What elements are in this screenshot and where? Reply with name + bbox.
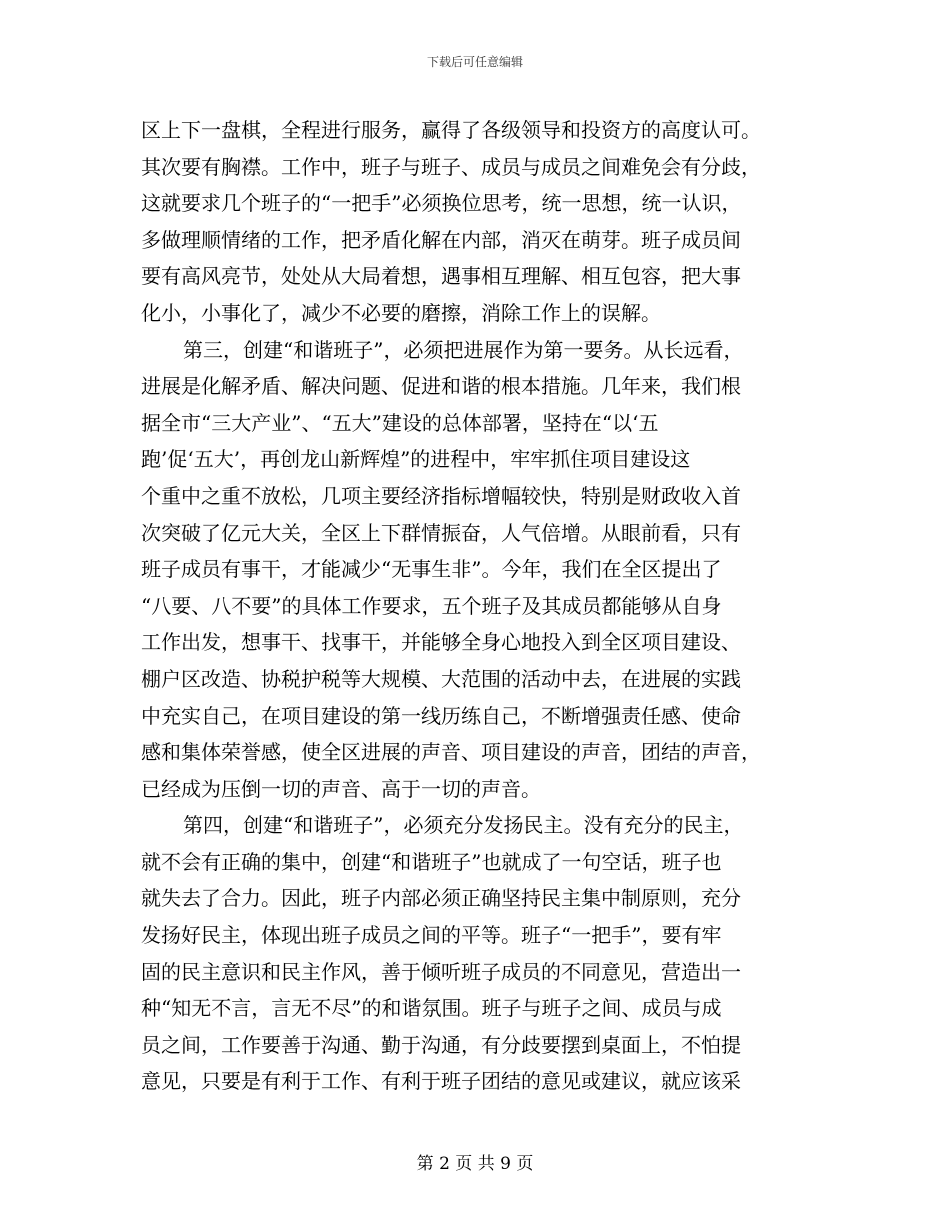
- text-line: 要有高风亮节，处处从大局着想，遇事相互理解、相互包容，把大事: [141, 264, 741, 289]
- text-line: 就失去了合力。因此，班子内部必须正确坚持民主集中制原则，充分: [141, 886, 741, 911]
- text-line: 个重中之重不放松，几项主要经济指标增幅较快，特别是财政收入首: [141, 483, 741, 508]
- paragraph-2: [141, 332, 809, 808]
- paragraph-1: [141, 112, 809, 332]
- document-body: [141, 112, 809, 1100]
- page-number: 第 2 页 共 9 页: [416, 1154, 534, 1174]
- text-line: 第四，创建“和谐班子”，必须充分发扬民主。没有充分的民主，: [183, 813, 744, 838]
- text-line: “八要、八不要”的具体工作要求，五个班子及其成员都能够从自身: [141, 593, 722, 618]
- text-line: 班子成员有事干，才能减少“无事生非”。今年，我们在全区提出了: [141, 557, 722, 582]
- text-line: 种“知无不言，言无不尽”的和谐氛围。班子与班子之间、成员与成: [141, 996, 722, 1021]
- text-line: 员之间，工作要善于沟通、勤于沟通，有分歧要摆到桌面上，不怕提: [141, 1032, 741, 1057]
- text-line: 据全市“三大产业”、“五大”建设的总体部署，坚持在“以‘五: [141, 410, 659, 435]
- text-line: 已经成为压倒一切的声音、高于一切的声音。: [141, 776, 541, 801]
- text-line: 就不会有正确的集中，创建“和谐班子”也就成了一句空话，班子也: [141, 849, 722, 874]
- paragraph-3: [141, 807, 809, 1100]
- text-line: 进展是化解矛盾、解决问题、促进和谐的根本措施。几年来，我们根: [141, 374, 741, 399]
- text-line: 中充实自己，在项目建设的第一线历练自己，不断增强责任感、使命: [141, 703, 741, 728]
- text-line: 跑’促‘五大’，再创龙山新辉煌”的进程中，牢牢抓住项目建设这: [141, 447, 691, 472]
- text-line: 这就要求几个班子的“一把手”必须换位思考，统一思想，统一认识，: [141, 191, 742, 216]
- text-line: 棚户区改造、协税护税等大规模、大范围的活动中去，在进展的实践: [141, 666, 741, 691]
- text-line: 多做理顺情绪的工作，把矛盾化解在内部，消灭在萌芽。班子成员间: [141, 227, 741, 252]
- text-line: 区上下一盘棋，全程进行服务，赢得了各级领导和投资方的高度认可。: [141, 118, 761, 142]
- text-line: 次突破了亿元大关，全区上下群情振奋，人气倍增。从眼前看，只有: [141, 520, 741, 545]
- text-line: 发扬好民主，体现出班子成员之间的平等。班子“一把手”，要有牢: [141, 923, 722, 948]
- text-line: 工作出发，想事干、找事干，并能够全身心地投入到全区项目建设、: [141, 630, 741, 655]
- text-line: 其次要有胸襟。工作中，班子与班子、成员与成员之间难免会有分歧，: [141, 154, 761, 179]
- page-header: 下载后可任意编辑: [426, 55, 523, 69]
- text-line: 第三，创建“和谐班子”，必须把进展作为第一要务。从长远看，: [183, 337, 744, 362]
- text-line: 感和集体荣誉感，使全区进展的声音、项目建设的声音，团结的声音，: [141, 740, 761, 765]
- text-line: 意见，只要是有利于工作、有利于班子团结的意见或建议，就应该采: [141, 1069, 741, 1094]
- text-line: 固的民主意识和民主作风，善于倾听班子成员的不同意见，营造出一: [141, 959, 741, 984]
- text-line: 化小，小事化了，减少不必要的磨擦，消除工作上的误解。: [141, 300, 661, 325]
